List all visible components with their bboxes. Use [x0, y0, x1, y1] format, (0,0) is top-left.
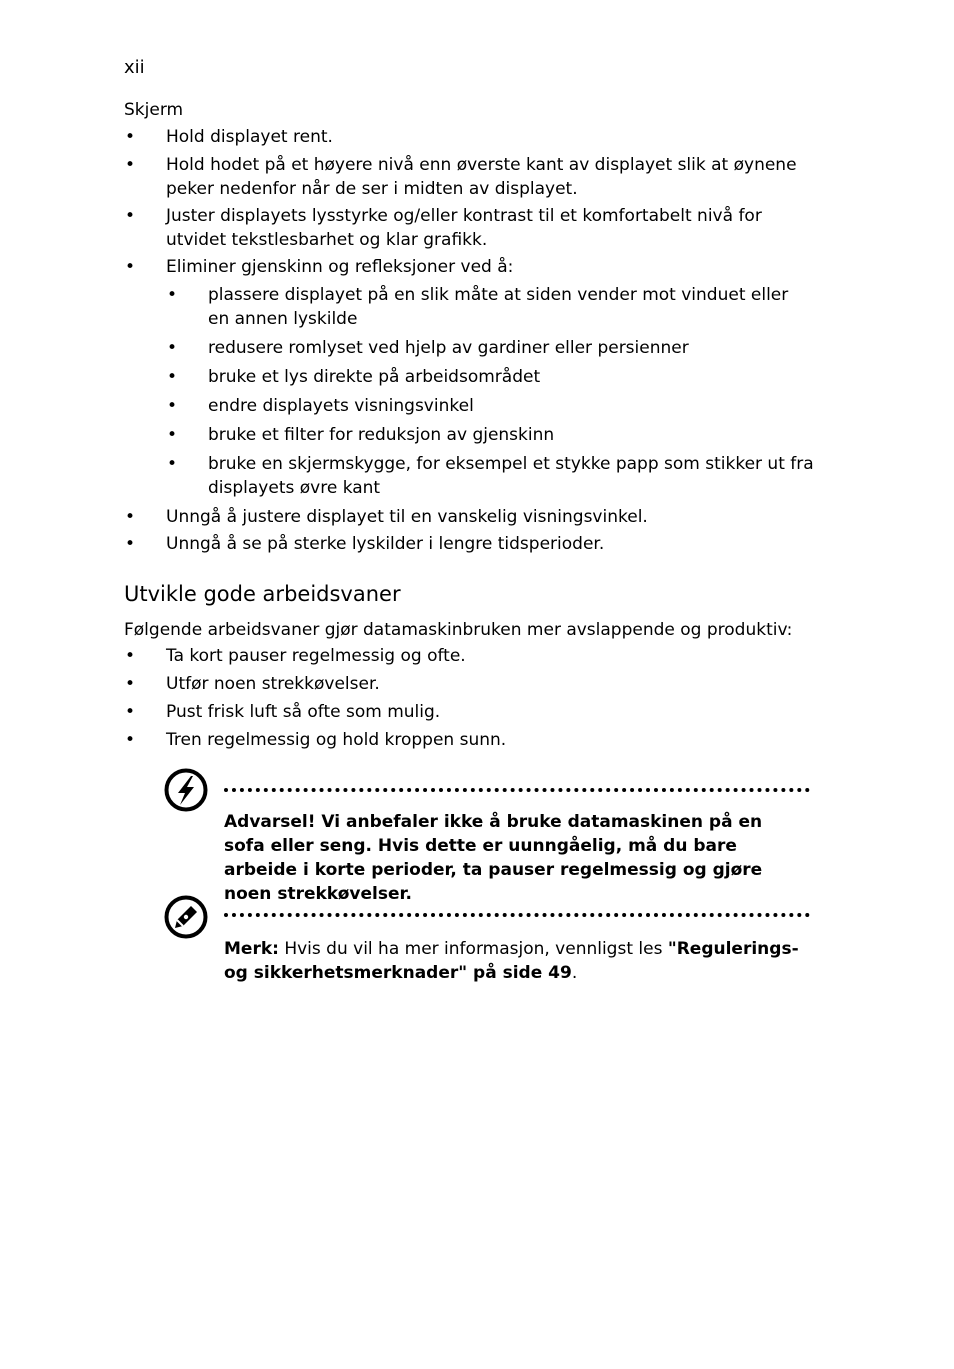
list-item — [124, 125, 814, 149]
bullet-icon: • — [166, 367, 178, 387]
bullet-icon: • — [166, 454, 178, 474]
page-number: xii — [124, 57, 145, 78]
sub-list-item — [166, 365, 814, 389]
sub-list-item-text: endre displayets visningsvinkel — [208, 396, 474, 416]
list-item-text: Pust frisk luft så ofte som mulig. — [166, 702, 441, 722]
sub-list-item-text: bruke et filter for reduksjon av gjenskinn — [208, 425, 555, 445]
note-text — [224, 937, 799, 985]
bullet-icon: • — [124, 534, 136, 554]
note-label: Merk: — [224, 939, 279, 959]
sub-list-item-text: plassere displayet på en slik måte at siden vender mot vinduet eller en annen lyskilde — [208, 285, 789, 329]
bullet-icon: • — [124, 127, 136, 147]
sub-list-item — [166, 336, 814, 360]
sub-list-item — [166, 394, 814, 418]
bullet-icon: • — [124, 155, 136, 175]
list-item-text: Unngå å se på sterke lyskilder i lengre tidsperioder. — [166, 534, 605, 554]
note-callout — [160, 895, 810, 995]
list-item-text: Utfør noen strekkøvelser. — [166, 674, 380, 694]
list-item-text: Hold hodet på et høyere nivå enn øverste kant av displayet slik at øynene peker nedenfor når de ser i midten av displayet. — [166, 155, 797, 199]
bullet-icon: • — [166, 338, 178, 358]
habits-bullet-list — [124, 644, 814, 752]
bullet-icon: • — [166, 396, 178, 416]
sub-bullet-list — [166, 283, 814, 500]
list-item-text: Eliminer gjenskinn og refleksjoner ved å: — [166, 257, 514, 277]
list-item-text: Unngå å justere displayet til en vanskelig visningsvinkel. — [166, 507, 648, 527]
sub-list-item — [166, 423, 814, 447]
sub-list-item-text: bruke en skjermskygge, for eksempel et stykke papp som stikker ut fra displayets øvre kant — [208, 454, 814, 498]
warning-callout — [160, 768, 810, 904]
note-link[interactable]: "Regulerings- og sikkerhetsmerknader" på side 49 — [224, 939, 799, 983]
bullet-icon: • — [124, 730, 136, 750]
list-item-text: Tren regelmessig og hold kroppen sunn. — [166, 730, 507, 750]
list-item-text: Ta kort pauser regelmessig og ofte. — [166, 646, 466, 666]
list-item-text: Hold displayet rent. — [166, 127, 333, 147]
bullet-icon: • — [124, 646, 136, 666]
note-end: . — [571, 963, 578, 983]
note-pen-icon — [164, 895, 208, 939]
sub-list-item — [166, 283, 814, 331]
list-item — [124, 644, 814, 668]
list-item — [124, 532, 814, 556]
bullet-icon: • — [166, 285, 178, 305]
bullet-icon: • — [124, 257, 136, 277]
sub-list-item-text: redusere romlyset ved hjelp av gardiner eller persienner — [208, 338, 689, 358]
bullet-icon: • — [124, 206, 136, 226]
section-heading: Utvikle gode arbeidsvaner — [124, 582, 401, 606]
warning-lightning-icon — [164, 768, 208, 812]
screen-bullet-list — [124, 125, 814, 556]
bullet-icon: • — [166, 425, 178, 445]
list-item — [124, 153, 814, 201]
list-item — [124, 672, 814, 696]
list-item — [124, 505, 814, 529]
dotted-rule — [224, 788, 810, 792]
list-item — [124, 728, 814, 752]
note-body: Hvis du vil ha mer informasjon, vennligst les — [278, 939, 668, 959]
bullet-icon: • — [124, 702, 136, 722]
list-item — [124, 700, 814, 724]
list-item — [124, 204, 814, 252]
bullet-icon: • — [124, 507, 136, 527]
sub-list-item — [166, 452, 814, 500]
dotted-rule — [224, 913, 810, 917]
list-item-text: Juster displayets lysstyrke og/eller kontrast til et komfortabelt nivå for utvidet tekstlesbarhet og klar grafikk. — [166, 206, 762, 250]
section-label: Skjerm — [124, 100, 184, 120]
bullet-icon: • — [124, 674, 136, 694]
section-intro: Følgende arbeidsvaner gjør datamaskinbruken mer avslappende og produktiv: — [124, 620, 793, 640]
sub-list-item-text: bruke et lys direkte på arbeidsområdet — [208, 367, 541, 387]
list-item — [124, 255, 814, 500]
warning-text: Advarsel! Vi anbefaler ikke å bruke datamaskinen på en sofa eller seng. Hvis dette er uunngåelig, må du bare arbeide i korte perioder, ta pauser regelmessig og gjøre noen strekkøvelser. — [224, 812, 763, 904]
